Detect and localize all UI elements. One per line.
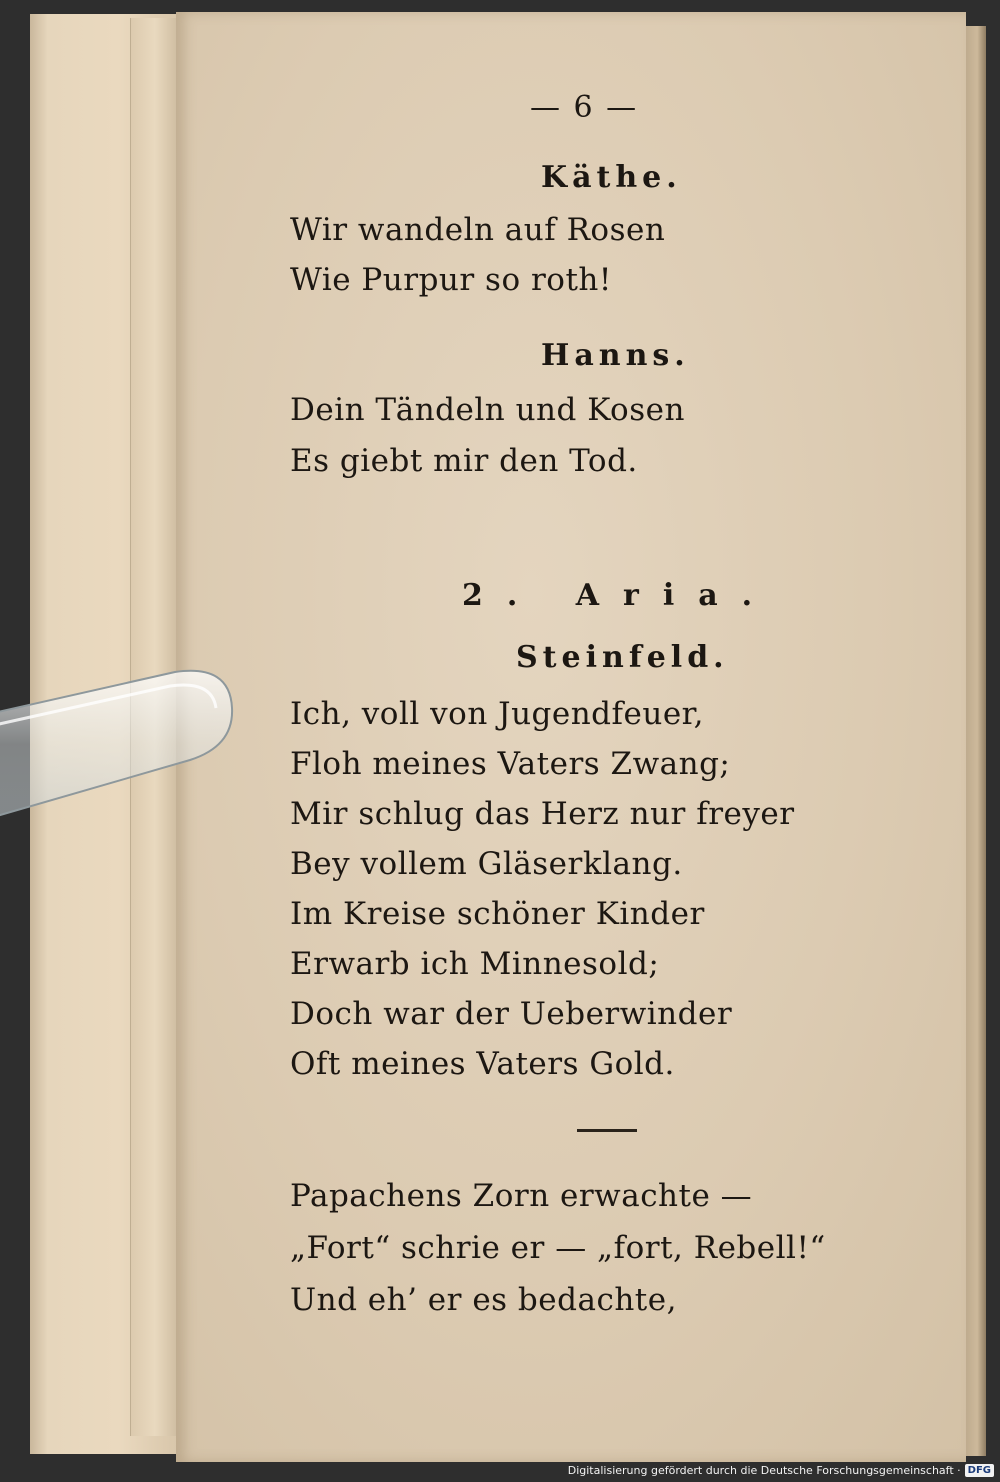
steinfeld-line-7: Doch war der Ueberwinder (290, 996, 733, 1032)
kaethe-line-2: Wie Purpur so roth! (290, 262, 612, 298)
hanns-line-1: Dein Tändeln und Kosen (290, 392, 685, 428)
aria-title: 2. Aria. (462, 578, 777, 613)
verse2-line-1: Papachens Zorn erwachte — (290, 1178, 753, 1214)
kaethe-line-1: Wir wandeln auf Rosen (290, 212, 666, 248)
steinfeld-line-8: Oft meines Vaters Gold. (290, 1046, 675, 1082)
dfg-logo-icon: DFG (965, 1464, 994, 1477)
right-page-edge (964, 26, 986, 1456)
left-page-strip (130, 18, 179, 1436)
verse2-line-3: Und eh’ er es bedachte, (290, 1282, 677, 1318)
steinfeld-line-3: Mir schlug das Herz nur freyer (290, 796, 795, 832)
steinfeld-line-1: Ich, voll von Jugendfeuer, (290, 696, 704, 732)
credit-text: Digitalisierung gefördert durch die Deutsche Forschungsgemeinschaft · (567, 1463, 961, 1477)
section-divider (577, 1129, 637, 1132)
steinfeld-line-6: Erwarb ich Minnesold; (290, 946, 660, 982)
speaker-kaethe: Käthe. (541, 160, 682, 195)
digitization-credit (568, 1460, 994, 1480)
verse2-line-2: „Fort“ schrie er — „fort, Rebell!“ (290, 1230, 826, 1266)
steinfeld-line-2: Floh meines Vaters Zwang; (290, 746, 731, 782)
steinfeld-line-5: Im Kreise schöner Kinder (290, 896, 705, 932)
steinfeld-line-4: Bey vollem Gläserklang. (290, 846, 683, 882)
hanns-line-2: Es giebt mir den Tod. (290, 443, 638, 479)
speaker-steinfeld: Steinfeld. (516, 640, 729, 675)
speaker-hanns: Hanns. (541, 338, 690, 373)
page-number: — 6 — (530, 90, 639, 125)
